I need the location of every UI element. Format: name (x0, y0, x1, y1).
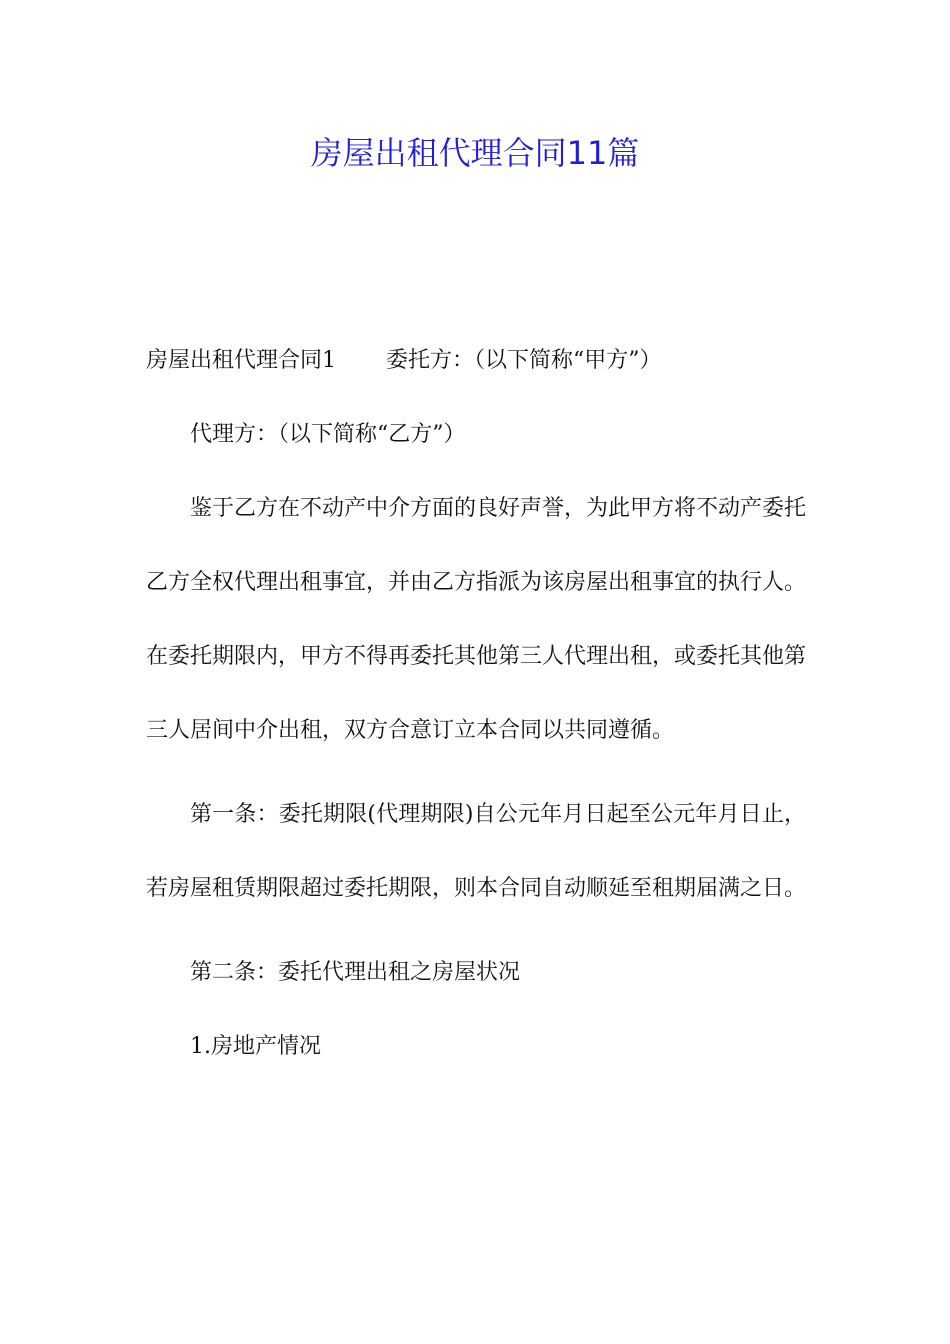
paragraph-article-1: 第一条：委托期限(代理期限)自公元年月日起至公元年月日止，若房屋租赁期限超过委托期限，则本合同自动顺延至租期届满之日。 (146, 802, 807, 901)
paragraph-agent: 代理方：（以下简称“乙方”） (190, 422, 466, 447)
paragraph-preamble: 鉴于乙方在不动产中介方面的良好声誉，为此甲方将不动产委托乙方全权代理出租事宜，并由乙方指派为该房屋出租事宜的执行人。在委托期限内，甲方不得再委托其他第三人代理出租，或委托其他第三人居间中介出租，双方合意订立本合同以共同遵循。 (146, 496, 807, 743)
contract-number-label: 房屋出租代理合同1 (146, 348, 336, 373)
document-body (146, 334, 806, 1094)
paragraph-article-2: 第二条：委托代理出租之房屋状况 (190, 960, 521, 985)
principal-label: 委托方：（以下简称“甲方”） (386, 348, 662, 373)
document-title: 房屋出租代理合同11篇 (310, 134, 640, 172)
paragraph-item-1: 1.房地产情况 (190, 1034, 321, 1059)
paragraph-heading-and-principal (146, 334, 806, 388)
